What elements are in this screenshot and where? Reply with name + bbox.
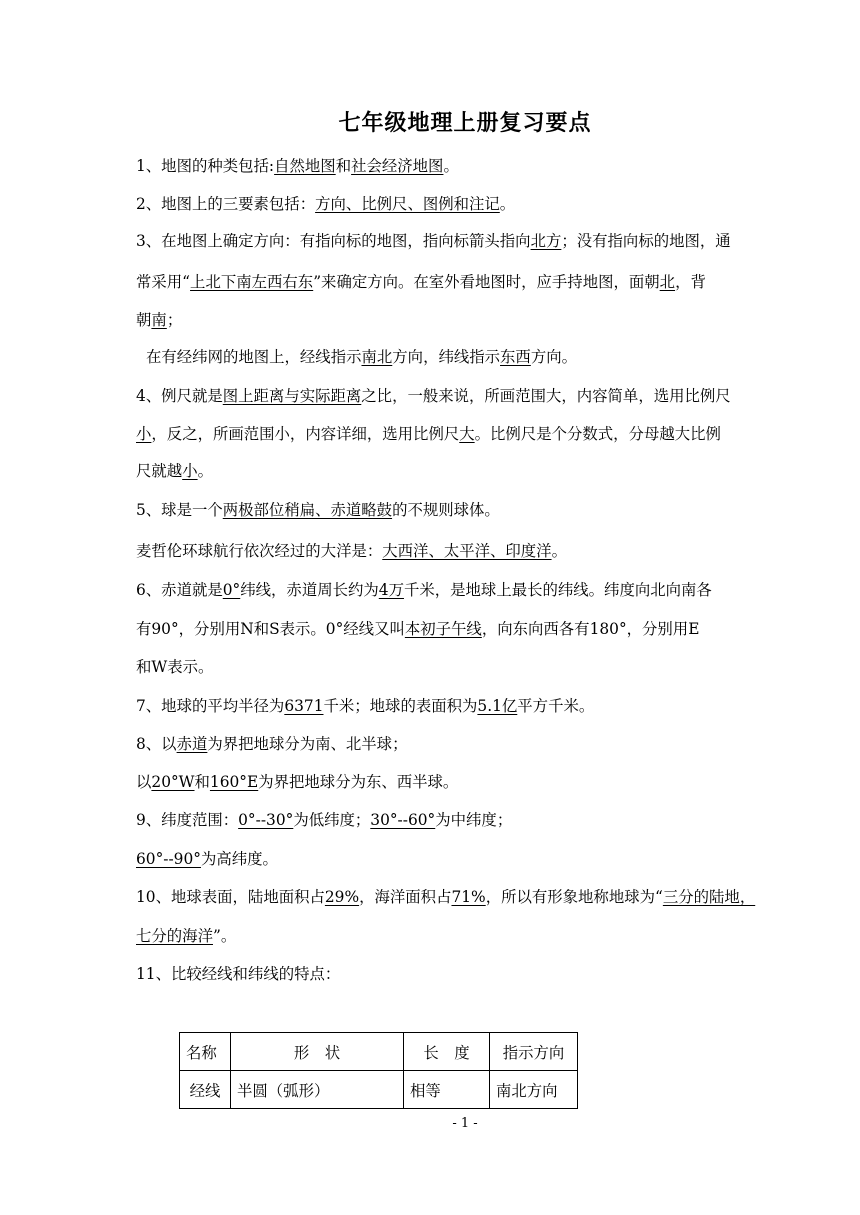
underlined-answer: 60°--90° xyxy=(136,850,201,868)
text-line xyxy=(136,156,459,176)
underlined-answer: 方向、比例尺、图例和注记 xyxy=(315,195,500,213)
underlined-answer: 南 xyxy=(151,311,167,329)
text-segment: 在有经纬网的地图上，经线指示 xyxy=(146,348,362,366)
underlined-answer: 30°--60° xyxy=(370,811,436,829)
page-title: 七年级地理上册复习要点 xyxy=(338,111,592,136)
underlined-answer: 三分的陆地， xyxy=(662,888,756,906)
text-segment: 为界把地球分为南、北半球； xyxy=(207,735,408,753)
underlined-answer: 0° xyxy=(222,581,241,599)
text-line xyxy=(136,696,594,716)
text-line xyxy=(136,657,213,677)
text-segment: 以 xyxy=(136,773,152,791)
underlined-answer: 南北 xyxy=(361,348,393,366)
text-segment: ，反之，所画范围小，内容详细，选用比例尺 xyxy=(151,425,460,443)
text-segment: 有90°，分别用N和S表示。0°经线又叫 xyxy=(136,620,405,638)
table-header-cell: 形 状 xyxy=(231,1033,404,1071)
text-line xyxy=(136,272,706,292)
underlined-answer: 上北下南左西右东 xyxy=(190,273,314,291)
text-segment: 朝 xyxy=(136,311,152,329)
text-line xyxy=(136,926,236,946)
text-segment: 。 xyxy=(197,462,213,480)
underlined-answer: 东西 xyxy=(500,348,531,366)
text-line xyxy=(136,619,699,639)
text-line xyxy=(136,461,213,481)
text-segment: 。 xyxy=(499,195,516,213)
text-line xyxy=(136,541,567,561)
text-segment: 和W表示。 xyxy=(136,658,214,676)
text-segment: 千米，是地球上最长的纬线。纬度向北向南各 xyxy=(403,581,712,599)
text-segment: 麦哲伦环球航行依次经过的大洋是： xyxy=(136,542,383,560)
underlined-answer: 本初子午线 xyxy=(404,620,482,638)
text-segment: 为中纬度； xyxy=(435,811,513,829)
text-segment: 方向。 xyxy=(530,348,578,366)
text-segment: 尺就越 xyxy=(136,462,183,480)
text-segment: 为界把地球分为东、西半球。 xyxy=(258,773,459,791)
underlined-answer: 北方 xyxy=(530,232,562,250)
underlined-answer: 北 xyxy=(659,273,676,291)
table-header-cell: 名称 xyxy=(180,1033,231,1071)
underlined-answer: 图上距离与实际距离 xyxy=(222,387,362,405)
text-segment: 2、地图上的三要素包括： xyxy=(136,195,316,213)
underlined-answer: 6371 xyxy=(284,697,324,715)
underlined-answer: 小 xyxy=(136,425,152,443)
text-line xyxy=(136,424,721,444)
text-segment: ；没有指向标的地图，通 xyxy=(561,232,731,250)
underlined-answer: 4万 xyxy=(378,581,404,599)
text-segment: ，所以有形象地称地球为“ xyxy=(485,888,663,906)
table-cell: 南北方向 xyxy=(490,1071,578,1109)
text-segment: 和 xyxy=(194,773,210,791)
text-segment: 3、在地图上确定方向：有指向标的地图，指向标箭头指向 xyxy=(136,232,531,250)
text-segment: 11、比较经线和纬线的特点： xyxy=(136,965,341,983)
text-segment: ，背 xyxy=(675,273,706,291)
table-cell: 经线 xyxy=(180,1071,231,1109)
text-line xyxy=(136,231,731,251)
underlined-answer: 160°E xyxy=(209,773,259,791)
text-line xyxy=(136,887,755,907)
text-segment: 4、例尺就是 xyxy=(136,387,223,405)
underlined-answer: 大 xyxy=(459,425,475,443)
table-header-cell: 长 度 xyxy=(404,1033,490,1071)
text-segment: 5、球是一个 xyxy=(136,501,223,519)
underlined-answer: 20°W xyxy=(151,773,195,791)
underlined-answer: 5.1亿 xyxy=(477,697,518,715)
underlined-answer: 71% xyxy=(451,888,486,906)
text-line xyxy=(136,194,515,214)
text-segment: 6、赤道就是 xyxy=(136,581,223,599)
text-segment: 为高纬度。 xyxy=(200,850,278,868)
text-segment: 和 xyxy=(335,157,352,175)
underlined-answer: 大西洋、太平洋、印度洋 xyxy=(382,542,552,560)
comparison-table xyxy=(179,1032,578,1109)
text-segment: ，向东向西各有180°，分别用E xyxy=(481,620,700,638)
text-segment: 1、地图的种类包括: xyxy=(136,157,275,175)
table-header-cell: 指示方向 xyxy=(490,1033,578,1071)
table-row xyxy=(180,1071,578,1109)
underlined-answer: 0°--30° xyxy=(238,811,294,829)
text-line xyxy=(136,310,182,330)
underlined-answer: 赤道 xyxy=(176,735,208,753)
text-line xyxy=(136,580,712,600)
text-line xyxy=(136,734,407,754)
text-segment: 。 xyxy=(551,542,567,560)
text-segment: 平方千米。 xyxy=(517,697,595,715)
text-segment: 。 xyxy=(443,157,459,175)
table-header-row xyxy=(180,1033,578,1071)
underlined-answer: 自然地图 xyxy=(274,157,336,175)
text-segment: 之比，一般来说，所画范围大，内容简单，选用比例尺 xyxy=(361,387,731,405)
text-segment: ”来确定方向。在室外看地图时，应手持地图，面朝 xyxy=(313,273,660,291)
page-number: - 1 - xyxy=(452,1116,478,1131)
text-segment: 常采用“ xyxy=(136,273,191,291)
text-segment: 9、纬度范围： xyxy=(136,811,239,829)
underlined-answer: 小 xyxy=(182,462,198,480)
text-segment: 纬线，赤道周长约为 xyxy=(240,581,379,599)
text-line xyxy=(146,347,577,367)
text-line xyxy=(136,500,500,520)
text-line xyxy=(136,772,458,792)
text-segment: 10、地球表面，陆地面积占 xyxy=(136,888,325,906)
underlined-answer: 社会经济地图 xyxy=(351,157,444,175)
table-cell: 相等 xyxy=(404,1071,490,1109)
text-line xyxy=(136,849,278,869)
text-line xyxy=(136,386,731,406)
text-segment: ，海洋面积占 xyxy=(359,888,452,906)
text-segment: ； xyxy=(166,311,183,329)
text-segment: ”。 xyxy=(212,927,237,945)
text-line xyxy=(136,964,340,984)
text-segment: 千米；地球的表面积为 xyxy=(323,697,478,715)
text-segment: 的不规则球体。 xyxy=(392,501,500,519)
text-segment: 7、地球的平均半径为 xyxy=(136,697,285,715)
text-segment: 。比例尺是个分数式，分母越大比例 xyxy=(474,425,721,443)
underlined-answer: 七分的海洋 xyxy=(136,927,213,945)
text-segment: 8、以 xyxy=(136,735,177,753)
text-line xyxy=(136,810,512,830)
underlined-answer: 两极部位稍扁、赤道略鼓 xyxy=(222,501,393,519)
table-cell: 半圆（弧形） xyxy=(231,1071,404,1109)
text-segment: 为低纬度； xyxy=(293,811,371,829)
text-segment: 方向，纬线指示 xyxy=(392,348,501,366)
underlined-answer: 29% xyxy=(324,888,360,906)
